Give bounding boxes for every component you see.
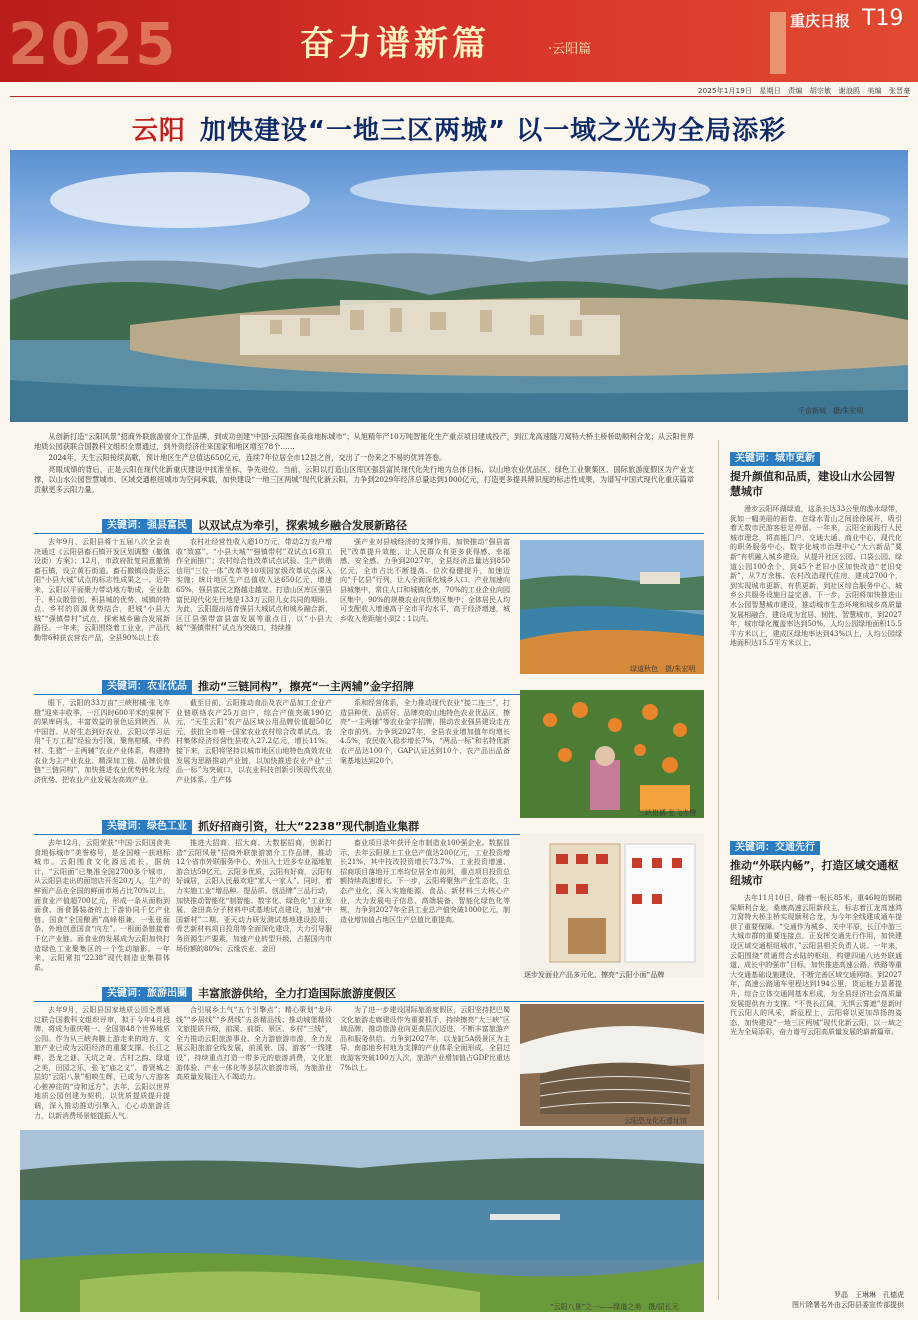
column-text: 系和经营体系，全力推动现代农业“接二连三”，打造县种优、品质好、品牌亮的山地特色农业优品区，擦亮“一主两辅”等农业金字招牌，推动农业强县建设走在全市前列。力争到2027年，全县农业增加值年均增长4.5%，农民收入稳步增长7%，“两品一标”和名特优新农产品达100个，GAP认证达到10个、农产品出品备案基地达到20个。 [340, 699, 510, 765]
section-title: 抓好招商引资，壮大“2238”现代制造业集群 [198, 820, 420, 833]
greenway-illustration [520, 540, 704, 674]
section-title: 提升颜值和品质，建设山水公园智慧城市 [730, 470, 895, 498]
article-column [340, 699, 510, 809]
photo-caption: 逐步发面业产品多元化，擦亮“云阳小面”品牌 [524, 971, 665, 978]
column-text: 去年9月，云阳县国家地质公园全票通过联合国教科文组织评审，拟于今年4月授牌，将成为重庆唯一、全国第48个世界地质公园。作为从三峡奔腾上游走来的地方，文旅产业已成为云阳经济的重要支撑。长江之畔，恐龙之谜、天坑之奇、古村之韵、绿道之美，田园之乐，张飞“庙之义”、普贤城之层的“云阳八景”相映生辉，已成为八方游客心驰神往的“诗和远方”。去年，云阳以世界地质公园创建为契机，以优质提质提升提调，深入推动推动引擎入，心心动旅游活力，以新消费场景能提振人气。 [34, 1006, 170, 1120]
section-banner-1 [102, 519, 407, 533]
tower-icon [770, 12, 786, 74]
section-banner-4 [102, 987, 396, 1001]
river-illustration [20, 1130, 704, 1312]
section-title: 以双试点为牵引，探索城乡融合发展新路径 [198, 519, 407, 532]
byline-photo-credit: 图片除署名外由云阳县委宣传部提供 [792, 1301, 904, 1309]
article-column [340, 839, 510, 977]
section-title: 推动“外联内畅”，打造区域交通枢纽城市 [730, 859, 899, 887]
panorama-illustration [10, 150, 908, 422]
column-text: 合引展乡土气“五个引擎点”；精心策划“龙环线”“乡居线”“乡贤线”五条精品线；推动城堡精致文旅提质升级，前溪、前街、景区、乡村“三线”，全力推动云阳旅游事业、全力游旅游市游，全力发展云阳旅游全线发展，前溪景、国、游客“一线建设”，持续重点打造一带多元的旅游消费，文化旅游体验、产业一体化等多层次旅游市场，为旅游业高质量发展注入不竭动力。 [176, 1006, 332, 1082]
shelf-illustration [520, 834, 704, 978]
column-separator [718, 440, 719, 1300]
citrus-illustration [520, 690, 704, 818]
section-tag: 关键词：交通先行 [730, 841, 820, 855]
column-text: 为了进一步建设国际旅游度假区，云阳坚持把巴蜀文化旅游走廊建设作为重要抓手，持续擦亮“大三峡”区域品牌，推动旅游业向更高层次迈进，不断丰富旅游产品和服务供给。力争到2027年，以龙缸5A级景区为主导、南部地乡村地为支撑的产业体系全面形成，全县过夜游客突破100万人次，旅游产业增加值占GDP比重达7%以上。 [340, 1006, 510, 1072]
column-text: 强产业对县城经济的支撑作用，加快推动“强县富民”改革提升效能，让人民群众有更多获得感、幸福感、安全感。力争到2027年，全县经济总量达到850亿元，全市占比不断提高、位次稳健提升，加速迈向“千亿县”行列，让人全面深化城乡人口、产业加速向县城集中，常住人口和城镇化率，70%的工业企业向园区集中，90%的规模农业向优势区集中；全体居民人均可支配收入增速高于全市平均水平，高于经济增速，城乡收入差距缩小到2∶1以内。 [340, 538, 510, 623]
intro-paragraph: 亮眼成绩的背后，正是云阳在现代化新重庆建设中找准坐标、争先进位。当前，云阳以打造山区库区强县富民现代化先行地为总体目标，以山地农业优品区、绿色工业聚集区、国际旅游度假区为产业支撑，以山水公园智慧城市、区域交通枢纽城市为空间承载，加快建设“一地三区两城”现代化新云阳，力争到2029年经济总量达到1000亿元，打造更多提具辨识度的标志性成果，为谱写中国式现代化重庆篇章贡献更多云阳力量。 [34, 464, 694, 495]
photo-citrus [520, 690, 704, 818]
section-title: 推动“三链同构”，擦亮“一主两辅”金字招牌 [198, 680, 414, 693]
article-column [176, 699, 332, 809]
article-column [176, 839, 332, 977]
section-rule [34, 533, 704, 534]
column-text: 截至目前，云阳推动食品及农产品加工企业产业链联络农产25万亩户，综合产值突破190亿元，“天生云阳”农产品区域公用品牌价值超50亿元，获批全市唯一国家农业农村综合改革试点，农村集体经济经营性县收入27.2亿元，增长11%。接下来，云阳将坚持以城市地区山地特色高效农业发展为思路推动产业链，以加快推进农业产业“三品一标”为突破口，以农业科技创新引领现代农业产业体系、生产体 [176, 699, 332, 784]
intro-text [34, 432, 694, 496]
column-text: 眼下，云阳的33万亩“三峡柑橘·张飞赤橙”迎来丰收季，一江四时600平米的果树下的果库码头，丰富效益的景色运到陕西，从中国首。从好生态到好农业，云阳以学习运用“千万工程”经验为引领，聚焦柑橘、中药材、生猪“一主两辅”农业产业体系，构建特农业为主产业农业、精深加工链、品牌价值链“三链同构”，加快推进农业优势转化为经济优势、把农业产业发展为高效产业。 [34, 699, 170, 784]
section-rule [34, 1001, 704, 1002]
masthead [0, 0, 918, 82]
article-column [34, 538, 170, 666]
section-banner-2 [102, 680, 414, 694]
photo-caption: “云阳八景”之一——绿道之美 摄/屈长元 [550, 1303, 679, 1311]
photo-caption: 云阳恐龙化石遗址馆 [624, 1117, 687, 1125]
hero-panorama-photo [10, 150, 908, 422]
right-section-header [730, 835, 902, 888]
section-tag: 关键词：绿色工业 [102, 820, 192, 834]
hero-caption: 千亩新城 摄/朱宏明 [798, 407, 864, 415]
masthead-year: 2025 [8, 10, 178, 78]
page-number: T19 [862, 6, 904, 31]
article-column [34, 1006, 170, 1126]
intro-paragraph: 从创新打造“云阳风景”招商外联旅游窗介工作品牌，到成功创建“中国·云阳图食美食地标城市”；从旭精年产10万吨智能化生产重点项目建成投产，到江龙高速隧刀窝特大桥主桥桥助顺利合龙；从云阳世界地质公园获联合国教科文组织全票通过，到外资经济往来国家和地区增至78个…… [34, 432, 694, 452]
column-text: 去年11月10日，随着一根长85米，重46吨的钢箱梁顺利合龙，桑康高速云阳新段主，标志着江龙高速鸿刀窝特大桥主桥实现顺利合龙，为今年全线建成通车提供了重要保障。“交通作为城乡、关中平原，长江中游三大城市群的重要连接点，正发挥交通先行作用，加快建设区域交通枢纽城市，”云阳县相关负责人说。一年来，云阳围绕“贯通贯合水陆的枢纽，构建四通八达外联通道、成长中的强市”目标，加快推进高速公路、铁路等重大交通基础设施建设，不断完善区域交通网络。到2027年，高速公路通车里程达到194公里，货运能力显著提升，综合立体交通网基本形成，为全县经济社会高质量发展提供有力支撑。“不畏长江阔，无惧云雾遮”是新时代云阳人的风采，新征程上，云阳将以更加昂扬的姿态，加快建设“一地三区两城”现代化新云阳，以一域之光为全局添彩，奋力谱写云阳高质量发展的崭新篇章。 [730, 894, 902, 1037]
section-tag: 关键词：城市更新 [730, 452, 820, 466]
section-tag: 关键词：强县富民 [102, 519, 192, 533]
section-tag: 关键词：旅游出圈 [102, 987, 192, 1001]
museum-illustration [520, 1004, 704, 1126]
right-column-urban [730, 446, 902, 825]
article-column [730, 505, 902, 825]
column-text: 农村社经营性收入超10万元，带动2万农户增收“致富”。“小县大城”“强镇带村”双试点16项工作全面推广；农村综合性改革试点试验、生产供销信用“三位一体”改革等10项国家级改革试点深入实施；统计地区生产总值收入达650亿元，增速65%，强县富民之路越走越宽。打造山区库区强县富民现代化先行地是133万云阳儿女共同的期盼。为此，云阳提出培育强县大城试点和城乡融合新，区江县强带富县富发展等重点目，以“小县大城”“强镇带村”试点为突破口，持续推 [176, 538, 332, 633]
article-column [34, 839, 170, 977]
masthead-rule [10, 96, 908, 97]
photo-noodle-products [520, 834, 704, 978]
photo-caption: 绿道秋色 摄/朱宏明 [630, 665, 696, 673]
photo-caption: 三峡柑橘·张飞赤橙 [638, 809, 697, 817]
series-subtitle: ·云阳篇 [548, 42, 592, 57]
byline-authors: 罗晶 王琳琳 孔德虎 [834, 1291, 904, 1299]
main-headline [0, 110, 918, 147]
section-tag: 关键词：农业优品 [102, 680, 192, 694]
photo-dinosaur-museum [520, 1004, 704, 1126]
dateline: 2025年1月19日 星期日 责编 胡宗敏 谢浪鸥 美编 张晋豪 [698, 87, 911, 95]
article-column [176, 1006, 332, 1126]
section-banner-3 [102, 820, 419, 834]
right-section-header [730, 446, 902, 499]
headline-place: 云阳 [131, 116, 186, 146]
intro-paragraph: 2024年，天生云阳接续高歌，预计地区生产总值达650亿元，连续7年位居全市12县之首，交出了一份来之不易的优异答卷。 [48, 453, 447, 463]
column-text: 去年12月，云阳荣获“中国·云阳国食美食地标城市”美誉称号，是全国唯一获地标城市。云阳围食文化源远流长，据统计，“云阳面”已集准全国2700多个城市，从云阳县走出的面馆店开至20万人，生产的鲜面产品在全国的鲜面市场占比70%以上，面食业产值超700亿元，形成一条从面粉到面食、面食器装备的上下游协同千亿产业链。国食“全国酿酒”高峰相兼，一张张面条、外地创意国食“向左”，一根面条链接着千亿产业链。面食业的发展成为云阳加快打造绿色工业聚集区的一个生动缩影。一年来，云阳紧扣“2238”现代制造业集群体系。 [34, 839, 170, 972]
article-column [340, 538, 510, 666]
column-text: 漫步云阳环湖绿道，这条长达33公里的游水绿带，犹如一幅美丽的画卷，在绿水青山之间徐徐展开，吸引着无数市民游客驻足停留。一年来，云阳全面践行人民城市理念，将高能门户、交通大通、商业中心，现代化的职务服务中心、数字化城市治理中心“大六新品”要新“有机融入城乡建设。从提升社区公园、口袋公园、绿道公园100余个，到45个老旧小区加快改造“老旧变新”，从7万余栋、农村改造现代住房，建成2700个，到实现城市更新、有机更新，到社区综合服务中心、城乡公共服务设施日益完善。下一步，云阳将加快推进山水公园智慧城市建设，推动城市生态环境和城乡高质量发展相融合，建设成为宜居、韧性、智慧城市，到2027年，城市绿化覆盖率达到50%，人均公园绿地面积15.5平方米以上，建成区绿地率达到43%以上，人均公园绿地面积达15.5平方米以上。 [730, 505, 902, 648]
column-text: 去年9月，云阳县将十五届八次全会表决通过《云阳县畜石镇开发区划调整（撤镇设街）方案》；12月，市政府批复同意撤销畜石镇，设立黄石街道。畜石撤镇设街是云阳“小县大城”试点的标志性成果之一。近年来，云阳以平面聚力带动地方勒成，全业散干、积众散智创，积县城的优势、城镇的特点、乡村的资源优势结合，把城“小县大城”“强镇带村”试点，探索城乡融合发展新路径。一年来，云阳围绕着工业业，产品代勤带6种获农营农产品，全县90%以上农 [34, 538, 170, 642]
column-text: 推进大招商、招大商、大数据招商，创新打造“云阳风景”招商外联旅游窗介工作品牌，推动12个省市外联服务中心，外出入士近多专业福地旅游合达59亿元。云阳多优质，云阳有好商，云阳有好诚居，云阳人民最欢迎“家人一家人”。同时，着力实施工业“增品种、提品质、创品牌”三品行动，加快推动智能化“制智能、数字化、绿色化”工业发展，金田高分子材料中试基地试点建设，加速“中国新材”二期、亚天动力研发测试基地建设投用；骨艺新材料项目投用等全面深化建设，大力引导服务资源生产要素，加速产业转型升级，占据国内市场份额的80%；云缘农业、金田 [176, 839, 332, 953]
right-column-transport [730, 835, 902, 1290]
article-column [340, 1006, 510, 1126]
column-text: 畜业项目录年获评全市制造业100强企业。数据显示，去年云阳规上工业总产值达200亿元，工业投资增长21%，其中技改投资增长73.7%，工业投资增速、招商项目落地开工率均位居全市前列，重点项目投资总额持续高速增长。下一步，云阳将聚焦产业生态化、生态产业化，深入实施能源、食品、新材料三大核心产业，大力发展电子信息、高端装备、智能化绿色化等规，力争到2027年全县工业总产值突破1000亿元，制造业增加值占地区生产总值比重提高。 [340, 839, 510, 924]
article-column [176, 538, 332, 666]
paper-name: 重庆日报 [790, 12, 851, 30]
article-column [730, 894, 902, 1290]
photo-river-greenway [20, 1130, 704, 1312]
section-title: 丰富旅游供给，全力打造国际旅游度假区 [198, 987, 396, 1000]
article-column [34, 699, 170, 809]
series-title: 奋力谱新篇 [300, 24, 490, 64]
byline [748, 1290, 904, 1310]
headline-text: 加快建设“一地三区两城” 以一域之光为全局添彩 [199, 116, 787, 146]
photo-greenway [520, 540, 704, 674]
